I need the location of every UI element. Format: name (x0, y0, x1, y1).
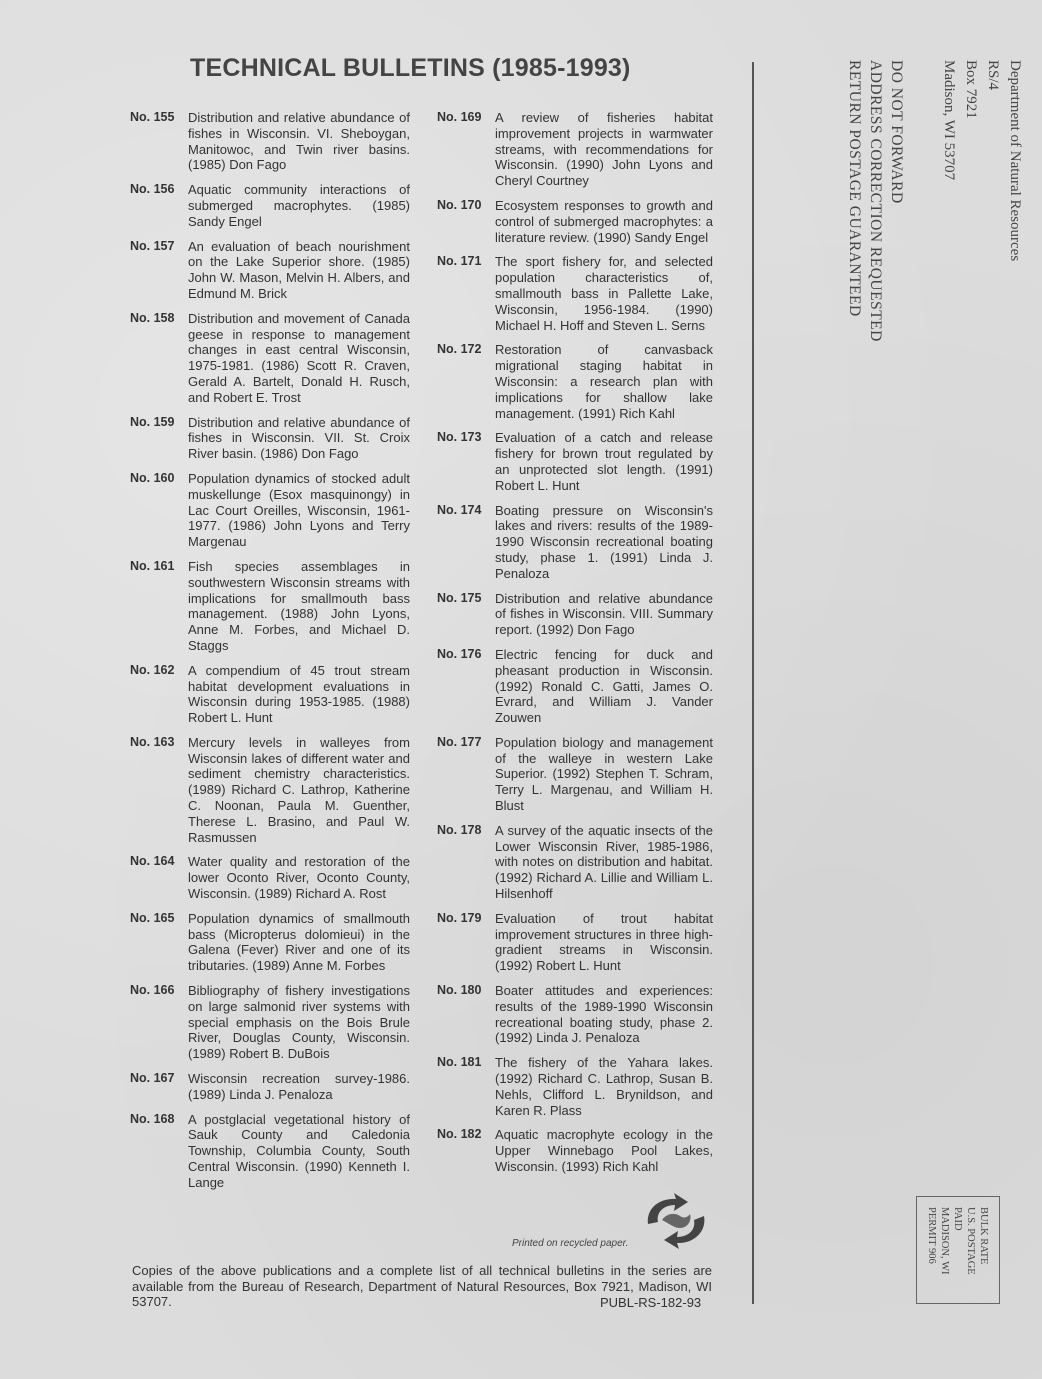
bulletin-entry (437, 1055, 713, 1118)
bulletin-number: No. 155 (130, 110, 175, 124)
bulletin-number: No. 180 (437, 983, 482, 998)
bulletin-number: No. 177 (437, 734, 482, 749)
bulletin-entry (437, 647, 713, 726)
bulletin-text: A compendium of 45 trout stream habitat development evaluations in Wisconsin during 1953-1985. (1988) Robert L. Hunt (188, 662, 410, 726)
bulletin-entry (130, 415, 410, 462)
bulletin-entry (437, 823, 713, 902)
return-address-line: Box 7921 (963, 60, 979, 119)
bulletin-entry (130, 911, 410, 974)
bulletin-list-right (437, 110, 713, 1184)
bulletin-number: No. 182 (437, 1127, 482, 1142)
bulletin-text: Population dynamics of smallmouth bass (Micropterus dolomieui) in the Galena (Fever) River and one of its tributaries. (1989) Anne M. Forbes (188, 910, 410, 974)
bulletin-number: No. 162 (130, 662, 175, 677)
bulletin-text: Ecosystem responses to growth and control of submerged macrophytes: a literature review. (1990) Sandy Engel (495, 197, 713, 245)
bulletin-entry (130, 182, 410, 229)
bulletin-text: Mercury levels in walleyes from Wisconsin lakes of different water and sediment chemistry characteristics. (1989) Richard C. Lathrop, Katherine C. Noonan, Paula M. Guenther, Therese L. Brasino, and Paul W. Rasmussen (188, 734, 410, 845)
return-address-line: Madison, WI 53707 (941, 60, 957, 181)
vertical-divider (752, 62, 754, 1304)
bulletin-entry (437, 591, 713, 638)
bulletin-text: The fishery of the Yahara lakes. (1992) Richard C. Lathrop, Susan B. Nehls, Clifford L. Brynildson, and Karen R. Plass (495, 1055, 713, 1118)
bulletin-text: Water quality and restoration of the lower Oconto River, Oconto County, Wisconsin. (1989) Richard A. Rost (188, 854, 410, 902)
bulletin-number: No. 165 (130, 910, 175, 925)
permit-line: PAID (952, 1207, 963, 1231)
bulletin-entry (437, 1127, 713, 1174)
bulletin-text: Distribution and relative abundance of fishes in Wisconsin. VI. Sheboygan, Manitowoc, and Twin river basins. (1985) Don Fago (188, 110, 410, 173)
bulletin-entry (437, 110, 713, 189)
bulletin-text: Evaluation of trout habitat improvement structures in three high-gradient streams in Wisconsin. (1992) Robert L. Hunt (495, 910, 713, 974)
bulletin-entry (130, 1112, 410, 1191)
forwarding-notice-line: DO NOT FORWARD (888, 60, 905, 204)
bulletin-entry (130, 311, 410, 406)
bulletin-number: No. 168 (130, 1111, 175, 1126)
bulletin-text: A postglacial vegetational history of Sauk County and Caledonia Township, Columbia County, South Central Wisconsin. (1990) Kenneth I. Lange (188, 1111, 410, 1190)
bulletin-entry (130, 559, 410, 654)
publication-code: PUBL-RS-182-93 (600, 1295, 702, 1310)
forwarding-notice (844, 60, 907, 342)
bulletin-text: Boating pressure on Wisconsin's lakes and rivers: results of the 1989-1990 Wisconsin recreational boating study, phase 1. (1991) Linda J. Penaloza (495, 502, 713, 581)
bulletin-entry (130, 663, 410, 726)
bulletin-text: Restoration of canvasback migrational staging habitat in Wisconsin: a research plan with implications for shallow lake management. (1991) Rich Kahl (495, 342, 713, 421)
bulletin-entry (437, 430, 713, 493)
permit-line: U.S. POSTAGE (965, 1207, 976, 1275)
postage-permit-box (916, 1196, 1000, 1304)
permit-line: BULK RATE (978, 1207, 989, 1265)
bulletin-number: No. 156 (130, 182, 175, 197)
bulletin-text: Distribution and movement of Canada geese in response to management changes in east central Wisconsin, 1975-1981. (1986) Scott R. Craven, Gerald A. Bartelt, Donald H. Rusch, and Robert E. Trost (188, 310, 410, 405)
bulletin-entry (130, 854, 410, 901)
bulletin-number: No. 171 (437, 254, 482, 269)
bulletin-number: No. 160 (130, 470, 175, 485)
permit-line: PERMIT 906 (926, 1207, 937, 1264)
bulletin-text: Evaluation of a catch and release fishery for brown trout regulated by an unprotected slot length. (1991) Robert L. Hunt (495, 430, 713, 493)
permit-line: MADISON, WI (939, 1207, 950, 1275)
bulletin-number: No. 159 (130, 414, 175, 429)
footer-note: Copies of the above publications and a complete list of all technical bulletins in the series are available from the Bureau of Research, Department of Natural Resources, Box 7921, Madison, WI 53707. (132, 1263, 712, 1309)
bulletin-text: Boater attitudes and experiences: results of the 1989-1990 Wisconsin recreational boating study, phase 2. (1992) Linda J. Penaloza (495, 983, 713, 1046)
bulletin-number: No. 164 (130, 854, 175, 869)
bulletin-number: No. 181 (437, 1055, 482, 1070)
bulletin-text: Aquatic community interactions of submerged macrophytes. (1985) Sandy Engel (188, 182, 410, 229)
return-address-line: RS/4 (985, 60, 1001, 91)
bulletin-text: The sport fishery for, and selected population characteristics of, smallmouth bass in Pallette Lake, Wisconsin, 1956-1984. (1990) Michael H. Hoff and Steven L. Serns (495, 254, 713, 333)
recycle-arrows-icon (640, 1190, 712, 1250)
bulletin-number: No. 169 (437, 110, 482, 124)
bulletin-number: No. 166 (130, 983, 175, 998)
bulletin-number: No. 172 (437, 342, 482, 357)
bulletin-number: No. 157 (130, 238, 175, 253)
bulletin-entry (130, 735, 410, 846)
bulletin-entry (437, 911, 713, 974)
bulletin-number: No. 174 (437, 502, 482, 517)
bulletin-text: Fish species assemblages in southwestern Wisconsin streams with implications for smallmouth bass management. (1988) John Lyons, Anne M. Forbes, and Michael D. Staggs (188, 558, 410, 653)
bulletin-entry (437, 983, 713, 1046)
page-title: TECHNICAL BULLETINS (1985-1993) (190, 54, 631, 82)
bulletin-entry (130, 239, 410, 302)
bulletin-text: An evaluation of beach nourishment on the Lake Superior shore. (1985) John W. Mason, Melvin H. Albers, and Edmund M. Brick (188, 238, 410, 301)
recycled-paper-note: Printed on recycled paper. (512, 1238, 629, 1249)
bulletin-number: No. 163 (130, 734, 175, 749)
bulletin-text: Population dynamics of stocked adult muskellunge (Esox masquinongy) in Lac Court Oreilles, Wisconsin, 1961-1977. (1986) John Lyons and Terry Margenau (188, 470, 410, 550)
return-address (938, 60, 1026, 261)
bulletin-entry (437, 503, 713, 582)
bulletin-text: Distribution and relative abundance of fishes in Wisconsin. VIII. Summary report. (1992) Don Fago (495, 590, 713, 638)
bulletin-entry (130, 471, 410, 550)
bulletin-number: No. 158 (130, 310, 175, 325)
bulletin-entry (437, 254, 713, 333)
bulletin-number: No. 173 (437, 430, 482, 445)
bulletin-text: A survey of the aquatic insects of the Lower Wisconsin River, 1985-1986, with notes on distribution and habitat. (1992) Richard A. Lillie and William L. Hilsenhoff (495, 822, 713, 902)
bulletin-text: Distribution and relative abundance of fishes in Wisconsin. VII. St. Croix River basin. (1986) Don Fago (188, 414, 410, 462)
postage-permit-text (925, 1207, 990, 1275)
bulletin-number: No. 170 (437, 197, 482, 212)
bulletin-number: No. 175 (437, 590, 482, 605)
bulletin-number: No. 176 (437, 646, 482, 661)
bulletin-text: Wisconsin recreation survey-1986. (1989) Linda J. Penaloza (188, 1071, 410, 1102)
bulletin-entry (130, 1071, 410, 1103)
bulletin-text: Electric fencing for duck and pheasant production in Wisconsin. (1992) Ronald C. Gatti, James O. Evrard, and William J. Vander Zouwen (495, 646, 713, 726)
bulletin-text: A review of fisheries habitat improvement projects in warmwater streams, with recommendations for Wisconsin. (1990) John Lyons and Cheryl Courtney (495, 110, 713, 189)
bulletin-entry (130, 983, 410, 1062)
bulletin-number: No. 167 (130, 1071, 175, 1086)
bulletin-number: No. 161 (130, 558, 175, 573)
bulletin-number: No. 179 (437, 910, 482, 925)
bulletin-text: Population biology and management of the walleye in western Lake Superior. (1992) Stephen T. Schram, Terry L. Margenau, and William H. Blust (495, 734, 713, 814)
bulletin-entry (437, 198, 713, 245)
bulletin-text: Bibliography of fishery investigations on large salmonid river systems with special emphasis on the Bois Brule River, Douglas County, Wisconsin. (1989) Robert B. DuBois (188, 983, 410, 1062)
forwarding-notice-line: ADDRESS CORRECTION REQUESTED (867, 60, 884, 342)
return-address-line: Department of Natural Resources (1007, 60, 1023, 262)
forwarding-notice-line: RETURN POSTAGE GUARANTEED (846, 60, 863, 317)
bulletin-number: No. 178 (437, 822, 482, 837)
bulletin-entry (130, 110, 410, 173)
bulletin-text: Aquatic macrophyte ecology in the Upper Winnebago Pool Lakes, Wisconsin. (1993) Rich Kahl (495, 1127, 713, 1175)
bulletin-entry (437, 342, 713, 421)
bulletin-entry (437, 735, 713, 814)
bulletin-list-left (130, 110, 410, 1200)
